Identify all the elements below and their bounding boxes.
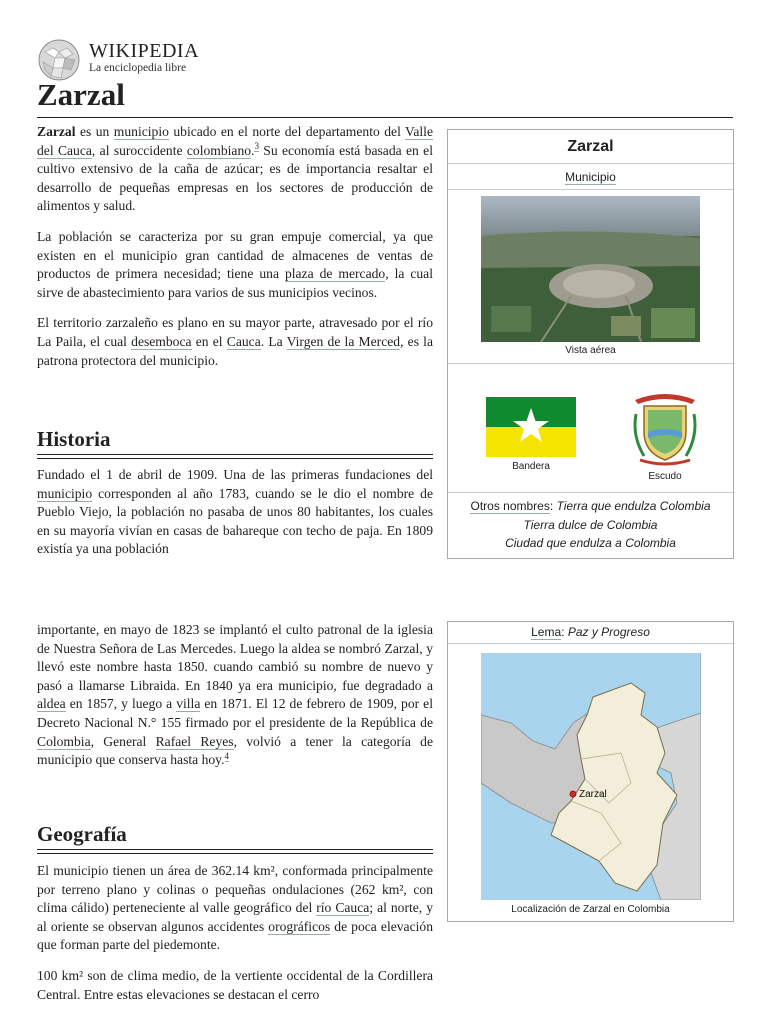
map-caption: Localización de Zarzal en Colombia [511,904,670,915]
link-valle-del-cauca[interactable]: Valle del Cauca [37,124,433,158]
infobox-title: Zarzal [448,130,733,164]
intro-paragraph-3: El territorio zarzaleño es plano en su mayor parte, atravesado por el río La Paila, el cual desemboca en el Cauca. La Virgen de la Merced, es la patrona protectora del municipio. [37,315,433,368]
link-colombia[interactable]: Colombia [37,733,91,749]
historia-paragraph: Fundado el 1 de abril de 1909. Una de las primeras fundaciones del municipio corresponden al año 1783, cuando se le dio el nombre de Pueblo Viejo, la población no pasaba de unos 80 habitantes, los cuales en su mayoría vivían en casas de bahareque con techo de paja. En 1809 existía ya una población [37,467,433,557]
link-orograficos[interactable]: orográficos [268,918,331,934]
heading-rule [37,458,433,459]
wikipedia-globe-logo[interactable] [37,38,81,82]
other-name-2: Tierra dulce de Colombia [523,517,658,532]
infobox-continued [447,621,734,922]
location-map-cell [448,644,733,921]
other-names-cell [448,493,733,558]
section-heading-geografia: Geografía [37,822,127,846]
reference-3[interactable]: 3 [254,141,259,152]
historia-paragraph-continued: importante, en mayo de 1823 se implantó el culto patronal de la iglesia de Nuestra Señora de Las Mercedes. Luego la aldea se nombró Zarzal, y llevó este nombre hasta 1850. cuando cambió su nombre de nuevo y pasó a llamarse Libraida. En 1840 ya era municipio, fue degradado a aldea en 1857, y luego a villa en 1871. El 12 de febrero de 1909, por el Decreto Nacional N.° 155 firmado por el presidente de la República de Colombia, General Rafael Reyes, volvió a tener la categoría de municipio que conserva hasta hoy.$^4$ [37,622,433,768]
link-desemboca[interactable]: desemboca [131,333,192,349]
link-rio-cauca[interactable]: río Cauca [316,900,370,916]
link-rafael-reyes[interactable]: Rafael Reyes [155,733,234,749]
map-marker-label: Zarzal [578,789,607,800]
flag-image[interactable] [486,397,576,457]
label-colon: : [561,625,568,639]
zarzal-marker [570,791,576,797]
coat-of-arms-image[interactable] [630,386,700,468]
intro-paragraph-1: Zarzal es un municipio ubicado en el norte del departamento del Valle del Cauca, al suroccidente colombiano.$^3$ Su economía está basada en el cultivo extensivo de la caña de azúcar; es de importancia resaltar el desarrollo de pequeñas empresas en los sectores de producción de alimentos y salud. [37,124,433,214]
intro-paragraph-2: La población se caracteriza por su gran empuje comercial, ya que existen en el municipio gran cantidad de almacenes de ventas de productos de primera necesidad; tiene una plaza de mercado, la cual sirve de abastecimiento para varios de sus municipios vecinos. [37,228,433,300]
intro-text [37,123,433,382]
geografia-text [37,862,433,1016]
motto-value: Paz y Progreso [567,625,650,639]
geografia-paragraph-1: El municipio tienen un área de 362.14 km², conformada principalmente por terreno plano y colinas o pequeñas ondulaciones (262 km², con clima cálido) perteneciente al valle geográfico del río Cauca; al norte, y al oriente se observan algunos accidentes orográficos de poca elevación que forman parte del piedemonte. [37,863,433,953]
photo-caption: Vista aérea [565,345,616,356]
reference-4[interactable]: 4 [224,750,229,761]
wordmark-text: WIKIPEDIA [89,40,200,62]
geografia-paragraph-2: 100 km² son de clima medio, de la vertiente occidental de la Cordillera Central. Entre estas elevaciones se destacan el cerro [37,967,433,1002]
flag-caption: Bandera [512,461,550,472]
other-name-1: Tierra que endulza Colombia [556,499,711,513]
motto-label[interactable]: Lema [531,625,562,639]
label-colon: : [549,499,557,513]
historia-text-part-2 [37,621,433,782]
link-colombiano[interactable]: colombiano [186,142,252,158]
page-title: Zarzal [37,77,125,112]
other-names-label[interactable]: Otros nombres [470,499,550,513]
historia-text-part-1 [37,466,433,571]
link-cauca[interactable]: Cauca [226,333,261,349]
link-aldea[interactable]: aldea [37,696,66,712]
section-heading-historia: Historia [37,427,111,451]
link-plaza-de-mercado[interactable]: plaza de mercado [284,266,386,282]
infobox-photo-cell [448,190,733,364]
motto-cell [448,622,733,644]
tagline: La enciclopedia libre [89,62,187,74]
heading-rule [37,454,433,455]
location-map[interactable] [481,653,701,900]
link-villa[interactable]: villa [176,696,201,712]
bold-subject: Zarzal [37,124,76,139]
heading-rule [37,849,433,850]
title-divider [37,117,733,118]
infobox-symbols-cell [448,364,733,493]
shield-caption: Escudo [648,471,682,482]
other-name-3: Ciudad que endulza a Colombia [505,536,676,550]
infobox-type-link[interactable]: Municipio [565,170,616,184]
heading-rule [37,853,433,854]
aerial-view-photo[interactable] [481,196,700,342]
link-virgen-de-la-merced[interactable]: Virgen de la Merced [286,333,401,349]
link-municipio[interactable]: municipio [37,485,93,501]
infobox [447,129,734,559]
link-municipio[interactable]: municipio [113,124,169,139]
wikipedia-wordmark[interactable] [89,40,199,74]
